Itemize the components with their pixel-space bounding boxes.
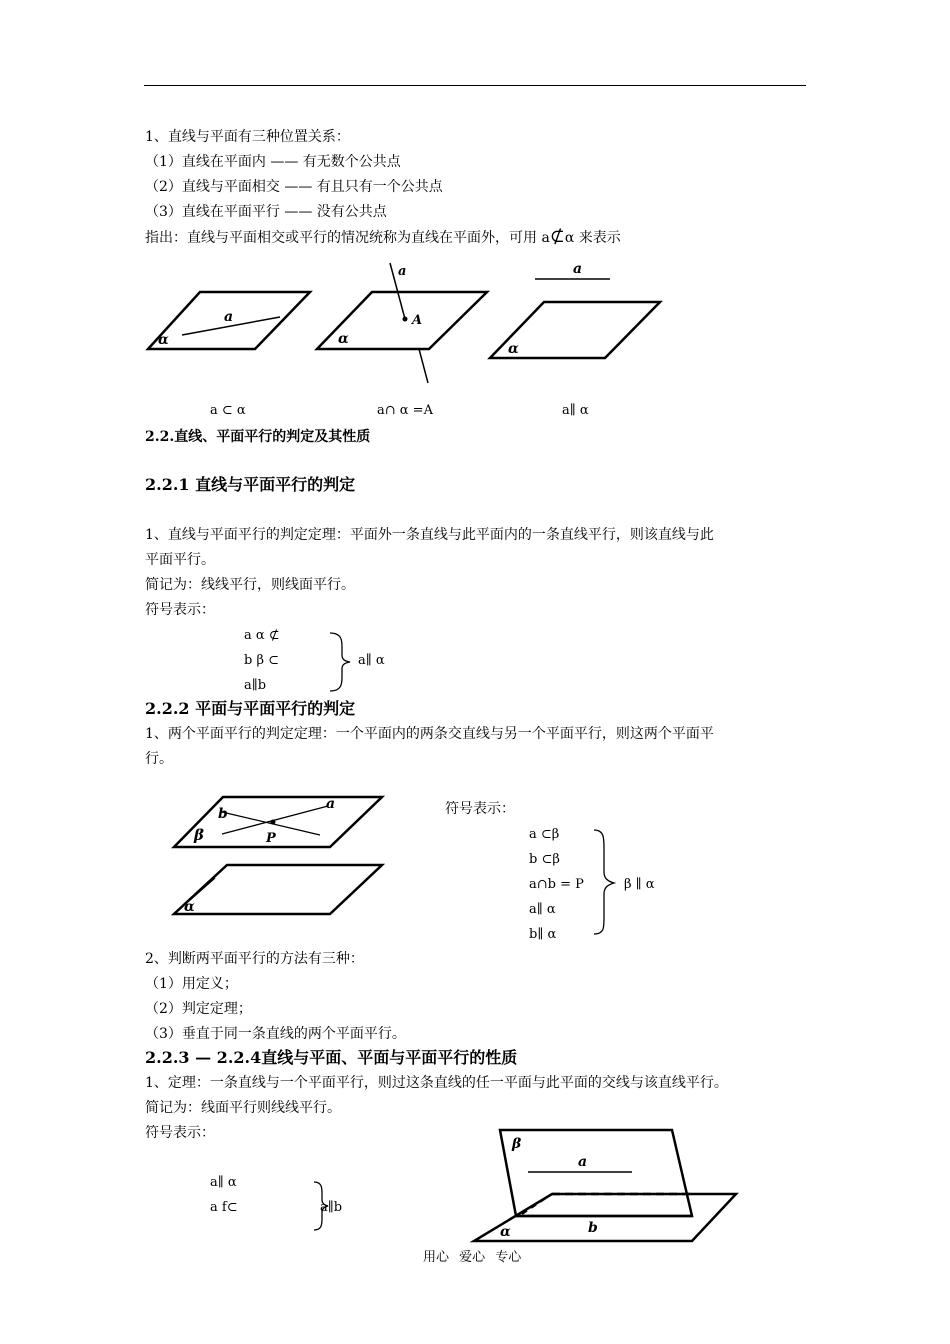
parallel-planes-figure bbox=[170, 790, 390, 920]
sec1-note-text: 指出：直线与平面相交或平行的情况统称为直线在平面外，可用 a bbox=[145, 230, 550, 246]
sec222-method-3: （3）垂直于同一条直线的两个平面平行。 bbox=[145, 1026, 406, 1042]
line-plane-property-figure bbox=[470, 1126, 745, 1246]
caption-intersect: a∩ α =A bbox=[377, 403, 433, 418]
sec223-line1: 1、定理：一条直线与一个平面平行，则过这条直线的任一平面与此平面的交线与该直线平行。 bbox=[145, 1075, 728, 1091]
plane-beta bbox=[500, 1130, 692, 1216]
sec1-intro: 1、直线与平面有三种位置关系： bbox=[145, 129, 350, 145]
label-b: b bbox=[588, 1220, 598, 1236]
line-plane-relations-figure bbox=[140, 255, 680, 390]
sec222-row-2: b ⊂β bbox=[529, 852, 560, 867]
sec221-symbol: 符号表示： bbox=[145, 602, 215, 618]
sec223-row-1: a∥ α bbox=[210, 1175, 237, 1190]
heading-2-2-3: 2.2.3 — 2.2.4直线与平面、平面与平面平行的性质 bbox=[145, 1048, 518, 1067]
plane-alpha bbox=[174, 865, 382, 914]
heading-2-2-2: 2.2.2 平面与平面平行的判定 bbox=[145, 699, 356, 718]
sec1-item-1: （1）直线在平面内 —— 有无数个公共点 bbox=[145, 154, 401, 170]
sec222-row-1: a ⊂β bbox=[529, 827, 560, 842]
sec222-row-4: a∥ α bbox=[529, 902, 556, 917]
brace-222 bbox=[592, 828, 620, 938]
point-A bbox=[403, 317, 408, 322]
sec223-row-2: a f⊂ bbox=[210, 1200, 238, 1215]
sec221-line2: 平面平行。 bbox=[145, 552, 215, 568]
label-A: A bbox=[412, 313, 423, 328]
label-a-1: a bbox=[224, 309, 234, 325]
sec222-row-5: b∥ α bbox=[529, 927, 557, 942]
caption-in-plane: a ⊂ α bbox=[210, 403, 246, 418]
label-alpha: α bbox=[500, 1224, 511, 1240]
sec221-row-3: a∥b bbox=[244, 678, 267, 693]
sec1-item-2: （2）直线与平面相交 —— 有且只有一个公共点 bbox=[145, 179, 443, 195]
brace-221 bbox=[328, 631, 354, 693]
sec221-row-2: b β ⊂ bbox=[244, 653, 279, 668]
sec1-note bbox=[145, 228, 621, 247]
sec221-result: a∥ α bbox=[358, 653, 385, 668]
label-b: b bbox=[218, 806, 228, 822]
sec1-note-tail: α 来表示 bbox=[564, 230, 621, 246]
label-alpha-2: α bbox=[338, 331, 349, 347]
line-a bbox=[222, 806, 328, 834]
sec222-result: β ∥ α bbox=[624, 877, 655, 892]
label-alpha-1: α bbox=[158, 332, 169, 348]
sec223-brief: 简记为：线面平行则线线平行。 bbox=[145, 1100, 341, 1116]
sec222-method-2: （2）判定定理； bbox=[145, 1001, 252, 1017]
plane-alpha-stroke bbox=[190, 878, 215, 900]
header-rule bbox=[144, 85, 806, 86]
sec222-row-3: a∩b = P bbox=[529, 877, 584, 892]
not-subset-symbol: ⊄ bbox=[549, 226, 565, 247]
sec222-symbol: 符号表示： bbox=[445, 801, 515, 817]
footer: 用心 爱心 专心 bbox=[423, 1250, 522, 1265]
sec222-line1: 1、两个平面平行的判定定理：一个平面内的两条交直线与另一个平面平行，则这两个平面平 bbox=[145, 726, 714, 742]
sec221-row-1: a α ⊄ bbox=[244, 628, 280, 643]
caption-parallel: a∥ α bbox=[562, 403, 589, 418]
sec221-brief: 简记为：线线平行，则线面平行。 bbox=[145, 577, 355, 593]
label-a-2: a bbox=[398, 264, 407, 279]
sec222-methods-intro: 2、判断两平面平行的方法有三种： bbox=[145, 951, 364, 967]
label-P: P bbox=[266, 831, 276, 846]
sec222-line2: 行。 bbox=[145, 751, 173, 767]
line-a-2-lower bbox=[419, 349, 428, 383]
label-alpha: α bbox=[184, 899, 195, 915]
sec1-item-3: （3）直线在平面平行 —— 没有公共点 bbox=[145, 204, 387, 220]
sec221-line1: 1、直线与平面平行的判定定理：平面外一条直线与此平面内的一条直线平行，则该直线与此 bbox=[145, 527, 714, 543]
sec223-result: a∥b bbox=[320, 1200, 343, 1215]
point-P bbox=[271, 820, 276, 825]
label-beta: β bbox=[194, 826, 204, 844]
sec223-symbol: 符号表示： bbox=[145, 1125, 215, 1141]
heading-2-2: 2.2.直线、平面平行的判定及其性质 bbox=[145, 429, 371, 445]
plane-beta bbox=[174, 797, 382, 847]
sec222-method-1: （1）用定义； bbox=[145, 976, 238, 992]
heading-2-2-1: 2.2.1 直线与平面平行的判定 bbox=[145, 475, 356, 494]
label-a-3: a bbox=[573, 261, 583, 277]
label-alpha-3: α bbox=[508, 341, 519, 357]
label-a: a bbox=[326, 796, 336, 812]
label-a: a bbox=[578, 1154, 588, 1170]
label-beta: β bbox=[512, 1136, 522, 1152]
